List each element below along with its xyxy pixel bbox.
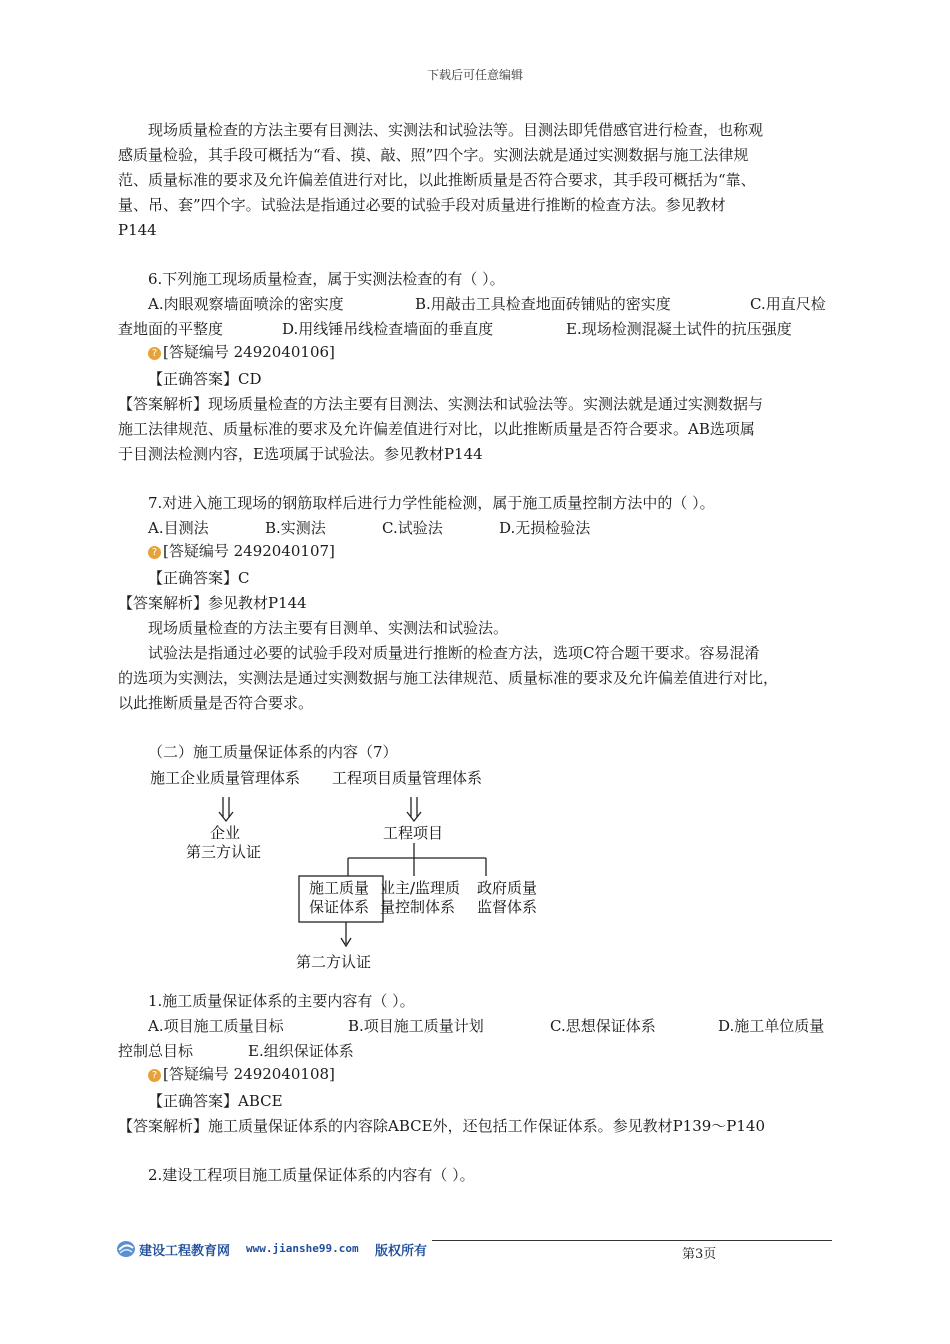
q6-option-a: A.肉眼观察墙面喷涂的密实度: [148, 295, 344, 313]
q6-option-c-cont: 查地面的平整度: [118, 320, 224, 338]
q7-option-a: A.目测法: [148, 519, 209, 537]
question-icon[interactable]: ?: [148, 1069, 161, 1082]
section-title: （二）施工质量保证体系的内容（7）: [148, 743, 398, 761]
q1-option-b: B.项目施工质量计划: [348, 1017, 484, 1035]
q6-option-c: C.用直尺检: [750, 295, 826, 313]
q6-answer: 【正确答案】CD: [148, 370, 262, 388]
diagram-enterprise: 企业: [210, 824, 241, 842]
diagram-box2-line1: 业主/监理质: [380, 879, 461, 897]
q7-qid-text: [答疑编号 2492040107]: [163, 542, 335, 560]
footer-logo-text: 建设工程教育网: [139, 1244, 231, 1259]
q1-qid[interactable]: [148, 1062, 335, 1087]
diagram-box1-line1: 施工质量: [309, 879, 370, 897]
q7-option-c: C.试验法: [382, 519, 443, 537]
q6-stem: 6.下列施工现场质量检查，属于实测法检查的有（ ）。: [148, 270, 505, 288]
q2-stem: 2.建设工程项目施工质量保证体系的内容有（ ）。: [148, 1166, 475, 1184]
q1-option-c: C.思想保证体系: [550, 1017, 656, 1035]
q6-analysis-2: 施工法律规范、质量标准的要求及允许偏差值进行对比，以此推断质量是否符合要求。AB选项属: [118, 420, 755, 438]
q6-qid-text: [答疑编号 2492040106]: [163, 343, 335, 361]
q7-analysis-3: 的选项为实测法，实测法是通过实测数据与施工法律规范、质量标准的要求及允许偏差值进行对比，: [118, 669, 779, 687]
footer-rights: 版权所有: [375, 1244, 428, 1259]
q1-stem: 1.施工质量保证体系的主要内容有（ ）。: [148, 992, 415, 1010]
diagram-box3-line1: 政府质量: [477, 879, 538, 897]
diagram-top-right: 工程项目质量管理体系: [332, 769, 483, 787]
footer-url[interactable]: www.jianshe99.com: [246, 1242, 359, 1255]
footer-rule: [432, 1240, 832, 1241]
q7-analysis-4: 以此推断质量是否符合要求。: [118, 694, 314, 712]
q1-option-a: A.项目施工质量目标: [148, 1017, 284, 1035]
q1-option-d-cont: 控制总目标: [118, 1042, 194, 1060]
question-icon[interactable]: ?: [148, 546, 161, 559]
diagram-box2-line2: 量控制体系: [380, 898, 456, 916]
q6-analysis-3: 于目测法检测内容，E选项属于试验法。参见教材P144: [118, 445, 483, 463]
diagram-third-party: 第三方认证: [186, 843, 262, 861]
q1-qid-text: [答疑编号 2492040108]: [163, 1065, 335, 1083]
q7-answer: 【正确答案】C: [148, 569, 250, 587]
q1-answer: 【正确答案】ABCE: [148, 1092, 283, 1110]
intro-line-3: 范、质量标准的要求及允许偏差值进行对比，以此推断质量是否符合要求，其手段可概括为“靠、: [118, 171, 756, 189]
intro-line-5: P144: [118, 221, 157, 239]
q6-option-d: D.用线锤吊线检查墙面的垂直度: [282, 320, 494, 338]
intro-line-2: 感质量检验，其手段可概括为“看、摸、敲、照”四个字。实测法就是通过实测数据与施工法律规: [118, 146, 749, 164]
diagram-second-party: 第二方认证: [296, 953, 372, 971]
q7-analysis-1: 现场质量检查的方法主要有目测单、实测法和试验法。: [148, 619, 509, 637]
q7-analysis-head: 【答案解析】参见教材P144: [118, 594, 307, 612]
q7-stem: 7.对进入施工现场的钢筋取样后进行力学性能检测，属于施工质量控制方法中的（ ）。: [148, 494, 715, 512]
q6-analysis-1: 【答案解析】现场质量检查的方法主要有目测法、实测法和试验法等。实测法就是通过实测数据与: [118, 395, 764, 413]
site-logo-icon: [116, 1240, 136, 1258]
q7-analysis-2: 试验法是指通过必要的试验手段对质量进行推断的检查方法，选项C符合题干要求。容易混淆: [148, 644, 760, 662]
diagram-top-left: 施工企业质量管理体系: [150, 769, 301, 787]
q1-analysis: 【答案解析】施工质量保证体系的内容除ABCE外，还包括工作保证体系。参见教材P139～P140: [118, 1117, 766, 1135]
q1-option-e: E.组织保证体系: [248, 1042, 354, 1060]
intro-line-4: 量、吊、套”四个字。试验法是指通过必要的试验手段对质量进行推断的检查方法。参见教材: [118, 196, 726, 214]
page-number: 第3页: [682, 1247, 717, 1262]
page-header: 下载后可任意编辑: [426, 68, 523, 82]
diagram-box3-line2: 监督体系: [477, 898, 538, 916]
q7-option-d: D.无损检验法: [499, 519, 591, 537]
q6-option-b: B.用敲击工具检查地面砖铺贴的密实度: [415, 295, 671, 313]
q7-option-b: B.实测法: [265, 519, 326, 537]
q6-option-e: E.现场检测混凝土试件的抗压强度: [566, 320, 792, 338]
question-icon[interactable]: ?: [148, 347, 161, 360]
q1-option-d: D.施工单位质量: [718, 1017, 825, 1035]
diagram-box1-line2: 保证体系: [309, 898, 370, 916]
diagram-project: 工程项目: [383, 824, 444, 842]
intro-line-1: 现场质量检查的方法主要有目测法、实测法和试验法等。目测法即凭借感官进行检查，也称观: [148, 121, 764, 139]
